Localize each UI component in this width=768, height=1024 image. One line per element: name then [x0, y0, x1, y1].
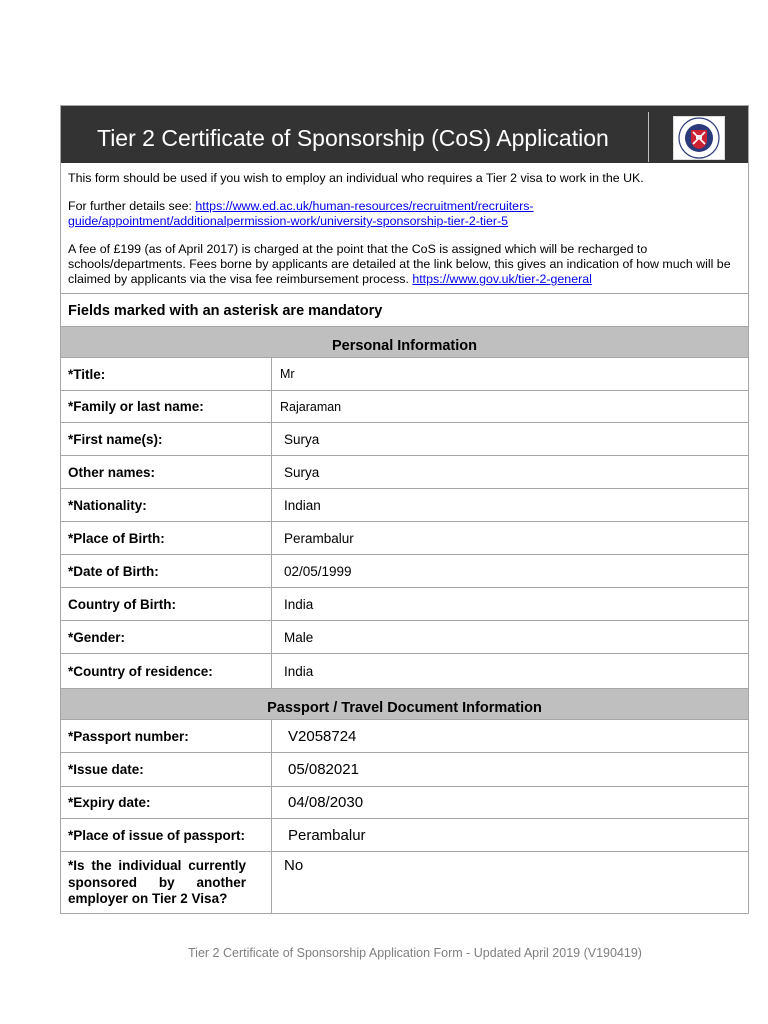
passport-info-heading: Passport / Travel Document Information: [61, 689, 748, 720]
field-other-names-row: [61, 456, 748, 489]
fee-text: A fee of £199 (as of April 2017) is charged at the point that the CoS is assigned which will be recharged to schools/departments. Fees borne by applicants are detailed at the link below, this gives an indication of how much will be claimed by applicants via the visa fee reimbursement process.: [68, 242, 731, 286]
gender-field[interactable]: Male: [284, 629, 314, 645]
passport-number-field[interactable]: V2058724: [288, 727, 357, 745]
field-label: Country of Birth:: [61, 588, 272, 620]
fee-link[interactable]: https://www.gov.uk/tier-2-general: [412, 272, 592, 286]
place-of-issue-field[interactable]: Perambalur: [288, 826, 366, 844]
personal-info-heading: Personal Information: [61, 327, 748, 358]
field-label: *Nationality:: [61, 489, 272, 521]
field-label: *Family or last name:: [61, 391, 272, 422]
field-label: *Gender:: [61, 621, 272, 653]
field-label: *Place of Birth:: [61, 522, 272, 554]
field-label: *Passport number:: [61, 720, 272, 752]
field-family-name-row: [61, 391, 748, 423]
country-of-birth-field[interactable]: India: [284, 596, 314, 612]
page-footer: Tier 2 Certificate of Sponsorship Application Form - Updated April 2019 (V190419): [188, 946, 642, 960]
fee-paragraph: [68, 242, 741, 287]
nationality-field[interactable]: Indian: [284, 497, 321, 513]
field-label: Other names:: [61, 456, 272, 488]
date-of-birth-field[interactable]: 02/05/1999: [284, 563, 352, 579]
field-expiry-date-row: [61, 787, 748, 819]
family-name-field[interactable]: Rajaraman: [280, 399, 342, 414]
field-label: *Is the individual currently sponsored by another employer on Tier 2 Visa?: [61, 852, 272, 913]
issue-date-field[interactable]: 05/082021: [288, 761, 359, 778]
header-divider: [648, 112, 649, 162]
sponsored-field[interactable]: No: [284, 857, 304, 874]
other-names-field[interactable]: Surya: [284, 464, 320, 480]
form-header: [61, 106, 748, 163]
field-title-row: [61, 358, 748, 391]
intro-line: This form should be used if you wish to employ an individual who requires a Tier 2 visa to work in the UK.: [68, 171, 644, 185]
intro-text: [61, 163, 748, 294]
field-label: *First name(s):: [61, 423, 272, 455]
field-date-of-birth-row: [61, 555, 748, 588]
field-label: *Expiry date:: [61, 787, 272, 818]
field-country-of-birth-row: [61, 588, 748, 621]
details-prefix: For further details see:: [68, 199, 196, 213]
details-paragraph: [68, 199, 741, 229]
field-sponsored-row: [61, 852, 748, 913]
field-label: *Issue date:: [61, 753, 272, 786]
expiry-date-field[interactable]: 04/08/2030: [288, 794, 364, 811]
field-issue-date-row: [61, 753, 748, 787]
field-label: *Title:: [61, 358, 272, 390]
country-of-residence-field[interactable]: India: [284, 663, 314, 679]
title-field[interactable]: Mr: [280, 367, 295, 381]
field-place-of-issue-row: [61, 819, 748, 852]
field-country-of-residence-row: [61, 654, 748, 689]
mandatory-note: Fields marked with an asterisk are mandatory: [61, 294, 748, 327]
field-nationality-row: [61, 489, 748, 522]
field-label: *Date of Birth:: [61, 555, 272, 587]
field-label: *Country of residence:: [61, 654, 272, 688]
field-gender-row: [61, 621, 748, 654]
place-of-birth-field[interactable]: Perambalur: [284, 530, 354, 546]
field-label: *Place of issue of passport:: [61, 819, 272, 851]
university-crest-icon: [673, 116, 725, 160]
field-first-name-row: [61, 423, 748, 456]
first-name-field[interactable]: Surya: [284, 431, 320, 447]
field-passport-number-row: [61, 720, 748, 753]
field-place-of-birth-row: [61, 522, 748, 555]
page-title: Tier 2 Certificate of Sponsorship (CoS) Application: [97, 125, 609, 151]
details-link[interactable]: https://www.ed.ac.uk/human-resources/recruitment/recruiters-guide/appointment/additionalpermission-work/university-sponsorship-tier-2-tier-5: [68, 199, 534, 228]
cos-application-form: [60, 105, 749, 914]
